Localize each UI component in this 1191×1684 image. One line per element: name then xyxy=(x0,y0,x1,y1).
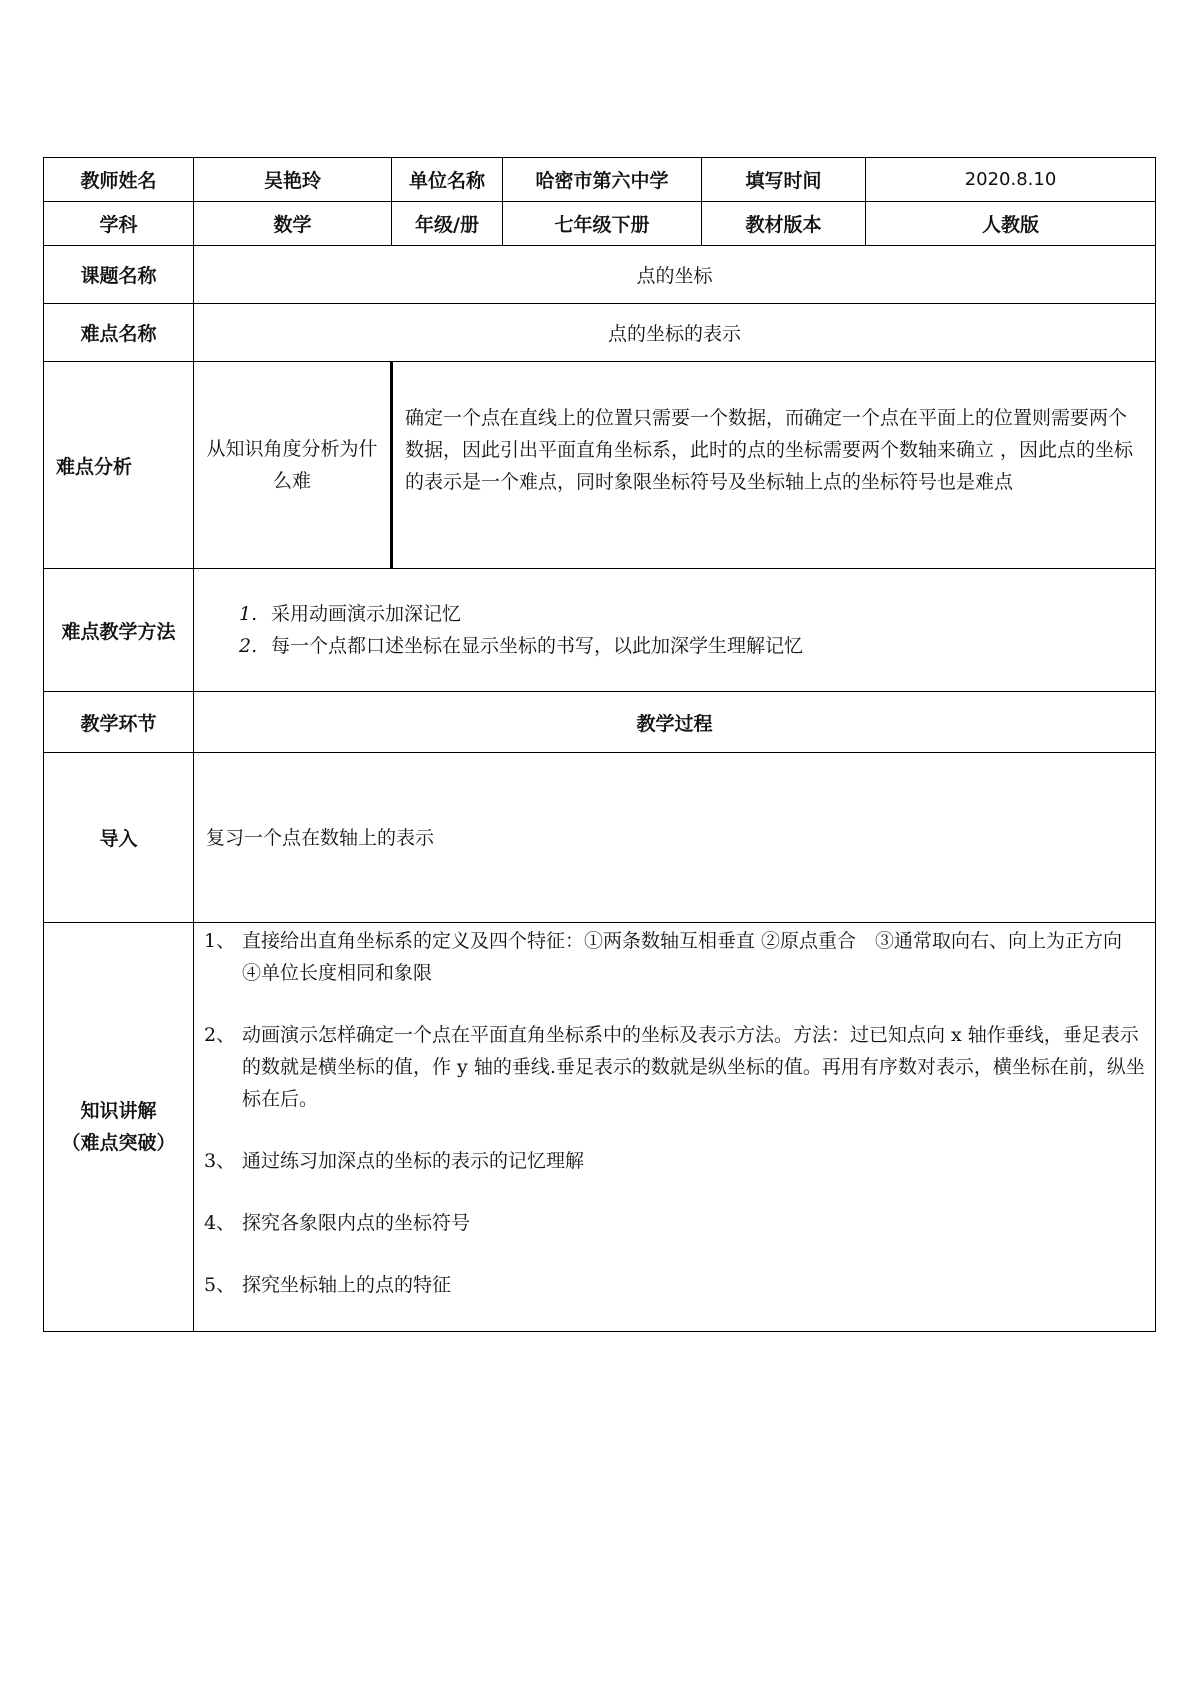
method-item xyxy=(239,598,1155,630)
knowledge-item-text: 探究坐标轴上的点的特征 xyxy=(242,1274,452,1296)
knowledge-label-line2: （难点突破） xyxy=(61,1132,176,1154)
knowledge-item-number: 4、 xyxy=(204,1212,236,1234)
fill-date-label: 填写时间 xyxy=(702,158,866,202)
knowledge-label-line1: 知识讲解 xyxy=(80,1100,157,1122)
knowledge-item xyxy=(194,1207,1155,1239)
topic-value: 点的坐标 xyxy=(194,246,1156,304)
knowledge-item xyxy=(194,1269,1155,1301)
topic-label: 课题名称 xyxy=(44,246,194,304)
fill-date-value: 2020.8.10 xyxy=(866,158,1156,202)
knowledge-item xyxy=(194,1019,1155,1115)
unit-name-label: 单位名称 xyxy=(392,158,503,202)
header-row-1 xyxy=(44,158,1156,202)
grade-value: 七年级下册 xyxy=(503,202,702,246)
process-stage-label: 教学环节 xyxy=(44,692,194,753)
knowledge-row xyxy=(44,923,1156,1332)
method-list xyxy=(194,598,1155,662)
knowledge-item-text: 直接给出直角坐标系的定义及四个特征：①两条数轴互相垂直 ②原点重合 ③通常取向右、向上为正方向 ④单位长度相同和象限 xyxy=(242,930,1142,984)
knowledge-item-text: 通过练习加深点的坐标的表示的记忆理解 xyxy=(242,1150,585,1172)
knowledge-item-number: 5、 xyxy=(204,1274,236,1296)
lesson-plan-table xyxy=(43,157,1156,1332)
method-cell xyxy=(194,569,1156,692)
knowledge-item-number: 1、 xyxy=(204,930,236,952)
textbook-value: 人教版 xyxy=(866,202,1156,246)
teacher-name-value: 吴艳玲 xyxy=(194,158,392,202)
intro-text: 复习一个点在数轴上的表示 xyxy=(194,753,1156,923)
knowledge-item xyxy=(194,1145,1155,1177)
method-item-text: 采用动画演示加深记忆 xyxy=(271,603,462,625)
teacher-name-label: 教师姓名 xyxy=(44,158,194,202)
subject-value: 数学 xyxy=(194,202,392,246)
knowledge-label xyxy=(44,923,194,1332)
header-row-2 xyxy=(44,202,1156,246)
analysis-text: 确定一个点在直线上的位置只需要一个数据，而确定一个点在平面上的位置则需要两个数据，因此引出平面直角坐标系，此时的点的坐标需要两个数轴来确立 ，因此点的坐标的表示是一个难点，同时象限坐标符号及坐标轴上点的坐标符号也是难点 xyxy=(392,362,1156,569)
knowledge-item-text: 探究各象限内点的坐标符号 xyxy=(242,1212,471,1234)
knowledge-cell xyxy=(194,923,1156,1332)
process-label: 教学过程 xyxy=(194,692,1156,753)
difficulty-row xyxy=(44,304,1156,362)
difficulty-value: 点的坐标的表示 xyxy=(194,304,1156,362)
analysis-row xyxy=(44,362,1156,569)
topic-row xyxy=(44,246,1156,304)
intro-label: 导入 xyxy=(44,753,194,923)
textbook-label: 教材版本 xyxy=(702,202,866,246)
knowledge-item xyxy=(194,925,1155,989)
grade-label: 年级/册 xyxy=(392,202,503,246)
intro-row xyxy=(44,753,1156,923)
method-item-number: 1. xyxy=(239,603,258,625)
knowledge-item-text: 动画演示怎样确定一个点在平面直角坐标系中的坐标及表示方法。方法：过已知点向 x 轴作垂线，垂足表示的数就是横坐标的值，作 y 轴的垂线.垂足表示的数就是纵坐标的值。再用有序数对表示，横坐标在前，纵坐标在后。 xyxy=(242,1024,1145,1110)
knowledge-item-number: 3、 xyxy=(204,1150,236,1172)
method-label: 难点教学方法 xyxy=(44,569,194,692)
process-header-row xyxy=(44,692,1156,753)
knowledge-item-number: 2、 xyxy=(204,1024,236,1046)
method-row xyxy=(44,569,1156,692)
unit-name-value: 哈密市第六中学 xyxy=(503,158,702,202)
subject-label: 学科 xyxy=(44,202,194,246)
method-item-number: 2. xyxy=(239,635,258,657)
difficulty-label: 难点名称 xyxy=(44,304,194,362)
analysis-sub-label: 从知识角度分析为什么难 xyxy=(194,362,392,569)
method-item xyxy=(239,630,1155,662)
method-item-text: 每一个点都口述坐标在显示坐标的书写，以此加深学生理解记忆 xyxy=(271,635,804,657)
analysis-label: 难点分析 xyxy=(44,362,194,569)
